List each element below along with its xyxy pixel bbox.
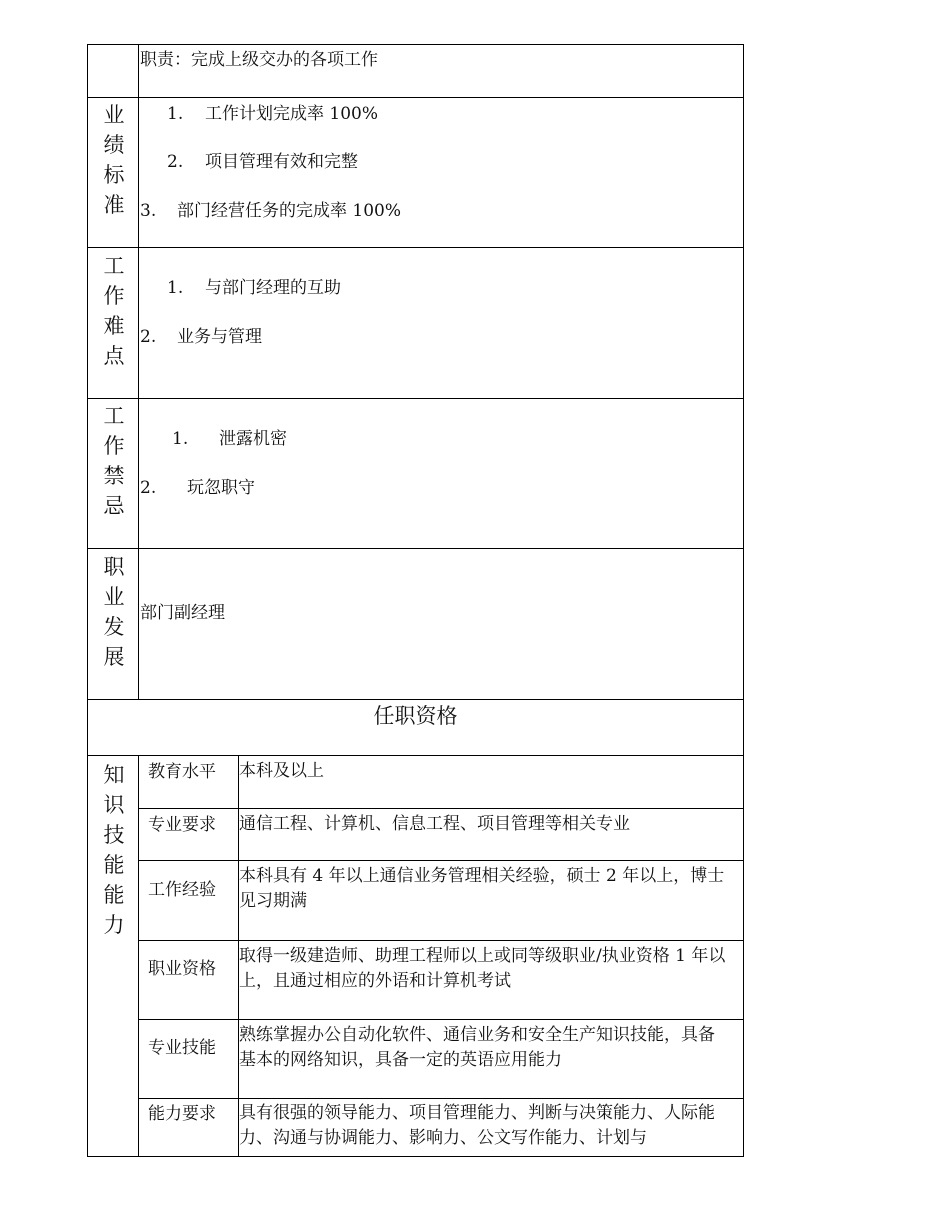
career-label: 职业发展 xyxy=(103,555,125,669)
qual-row-label: 职业资格 xyxy=(148,959,216,979)
taboo-item-text: 泄露机密 xyxy=(219,429,287,449)
row-divider xyxy=(87,755,744,756)
performance-item-text: 项目管理有效和完整 xyxy=(205,152,358,172)
qual-row-label: 能力要求 xyxy=(148,1104,216,1124)
performance-label: 业绩标准 xyxy=(103,103,125,217)
performance-item-num: 2. xyxy=(167,152,184,172)
difficulty-item-num: 2. xyxy=(140,327,157,347)
row-divider xyxy=(87,97,744,98)
performance-item-text: 工作计划完成率 100% xyxy=(205,104,379,124)
qualification-group-label: 知识技能能力 xyxy=(103,763,125,937)
performance-item-num: 3. xyxy=(140,201,157,221)
row-divider xyxy=(87,548,744,549)
qual-row-value: 具有很强的领导能力、项目管理能力、判断与决策能力、人际能力、沟通与协调能力、影响力、公文写作能力、计划与 xyxy=(239,1103,715,1148)
performance-item-text: 部门经营任务的完成率 100% xyxy=(177,201,402,221)
label-column-divider xyxy=(138,44,139,700)
qual-row-label: 工作经验 xyxy=(148,880,216,900)
qual-row-value: 本科及以上 xyxy=(239,761,324,781)
qual-row-value: 熟练掌握办公自动化软件、通信业务和安全生产知识技能，具备基本的网络知识，具备一定的英语应用能力 xyxy=(239,1025,715,1070)
qual-row-label: 专业要求 xyxy=(148,815,216,835)
qual-row-divider xyxy=(138,1098,744,1099)
difficulty-item-text: 与部门经理的互助 xyxy=(205,278,341,298)
row-divider xyxy=(87,247,744,248)
qual-row-label: 教育水平 xyxy=(148,762,216,782)
qualification-heading: 任职资格 xyxy=(373,704,458,728)
taboo-label: 工作禁忌 xyxy=(103,404,125,518)
taboo-item-num: 1. xyxy=(172,429,189,449)
qual-row-divider xyxy=(138,940,744,941)
difficulty-item-num: 1. xyxy=(167,278,184,298)
qual-row-value: 取得一级建造师、助理工程师以上或同等级职业/执业资格 1 年以上，且通过相应的外语和计算机考试 xyxy=(239,946,726,991)
taboo-item-num: 2. xyxy=(140,478,157,498)
performance-item-num: 1. xyxy=(167,104,184,124)
row-divider xyxy=(87,398,744,399)
row-divider xyxy=(87,699,744,700)
duty-text: 职责：完成上级交办的各项工作 xyxy=(140,50,378,70)
difficulty-label: 工作难点 xyxy=(103,254,125,368)
career-text: 部门副经理 xyxy=(140,603,225,623)
difficulty-item-text: 业务与管理 xyxy=(177,327,262,347)
qual-row-divider xyxy=(138,808,744,809)
qual-row-value: 通信工程、计算机、信息工程、项目管理等相关专业 xyxy=(239,814,630,834)
taboo-item-text: 玩忽职守 xyxy=(187,478,255,498)
qual-row-divider xyxy=(138,860,744,861)
group-label-divider xyxy=(138,756,139,1157)
qual-row-label: 专业技能 xyxy=(148,1038,216,1058)
qual-row-value: 本科具有 4 年以上通信业务管理相关经验，硕士 2 年以上，博士见习期满 xyxy=(239,866,725,911)
qual-row-divider xyxy=(138,1019,744,1020)
